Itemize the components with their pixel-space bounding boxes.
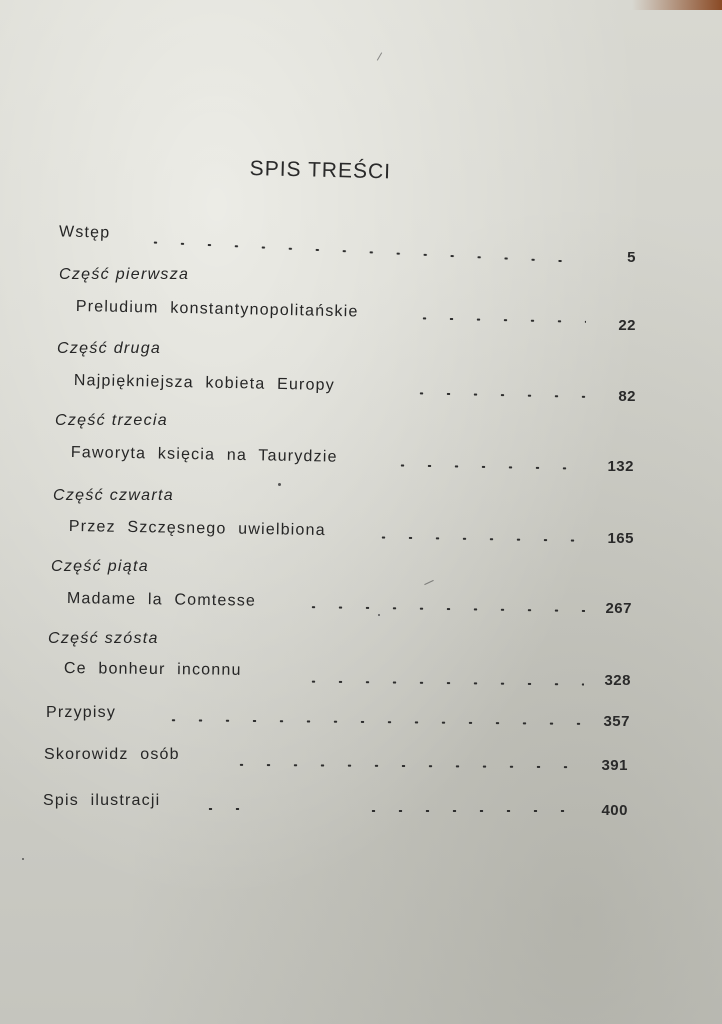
page-title: SPIS TREŚCI xyxy=(249,157,392,184)
toc-page-number: 357 xyxy=(603,713,630,730)
toc-part-3 xyxy=(0,412,722,442)
dot-leader xyxy=(228,764,583,768)
toc-part-label: Część trzecia xyxy=(55,412,168,429)
toc-part-6 xyxy=(0,630,722,660)
toc-entry-6 xyxy=(0,660,722,690)
toc-entry-title: Preludium konstantynopolitańskie xyxy=(75,298,359,321)
toc-entry-title: Faworyta księcia na Taurydzie xyxy=(70,444,338,466)
toc-page-number: 400 xyxy=(601,802,628,819)
dot-leader xyxy=(300,681,584,686)
toc-part-label: Część czwarta xyxy=(53,487,174,504)
toc-part-label: Część druga xyxy=(57,340,162,357)
toc-entry-title: Madame la Comtesse xyxy=(66,590,257,610)
toc-entry-wstep xyxy=(0,222,722,266)
toc-page-number: 328 xyxy=(604,672,631,689)
dot-leader xyxy=(389,464,585,469)
toc-page-number: 5 xyxy=(627,249,636,266)
toc-entry-przypisy xyxy=(0,704,722,734)
toc-entry-1 xyxy=(0,298,722,334)
toc-page-number: 132 xyxy=(607,458,634,475)
toc-entry-spis-ilustracji xyxy=(0,792,722,822)
toc-entry-4 xyxy=(0,518,722,548)
toc-entry-title: Spis ilustracji xyxy=(43,792,161,809)
dot-leader xyxy=(408,392,586,398)
toc-page-number: 391 xyxy=(601,757,628,774)
toc-part-label: Część szósta xyxy=(48,630,159,647)
toc-part-4 xyxy=(0,487,722,517)
toc-page-number: 82 xyxy=(618,388,636,405)
dot-leader xyxy=(142,241,582,263)
toc-part-5 xyxy=(0,558,722,588)
toc-part-label: Część pierwsza xyxy=(59,266,190,283)
toc-entry-title: Ce bonheur inconnu xyxy=(63,660,242,679)
paper-speck xyxy=(278,483,281,486)
toc-entry-5 xyxy=(0,590,722,620)
paper-speck xyxy=(22,858,24,860)
toc-entry-title: Przypisy xyxy=(46,704,117,721)
toc-entry-title: Skorowidz osób xyxy=(44,746,180,763)
toc-entry-title: Przez Szczęsnego uwielbiona xyxy=(68,518,326,540)
toc-entry-title: Wstęp xyxy=(58,223,111,242)
toc-part-label: Część piąta xyxy=(51,558,149,575)
dot-leader xyxy=(160,719,583,725)
toc-page-number: 22 xyxy=(618,317,636,334)
paper-speck xyxy=(378,614,380,616)
dot-leader xyxy=(411,317,586,323)
dot-leader xyxy=(360,810,580,812)
toc-entry-2 xyxy=(0,372,722,405)
toc-part-2 xyxy=(0,340,722,370)
toc-part-1 xyxy=(0,266,722,296)
dot-leader xyxy=(300,606,585,612)
toc-entry-title: Najpiękniejsza kobieta Europy xyxy=(73,372,336,395)
toc-entry-skorowidz xyxy=(0,746,722,776)
toc-entry-3 xyxy=(0,444,722,474)
dot-leader xyxy=(197,808,251,810)
toc-page-number: 165 xyxy=(607,530,634,547)
dot-leader xyxy=(370,536,585,541)
toc-page-number: 267 xyxy=(605,600,632,617)
